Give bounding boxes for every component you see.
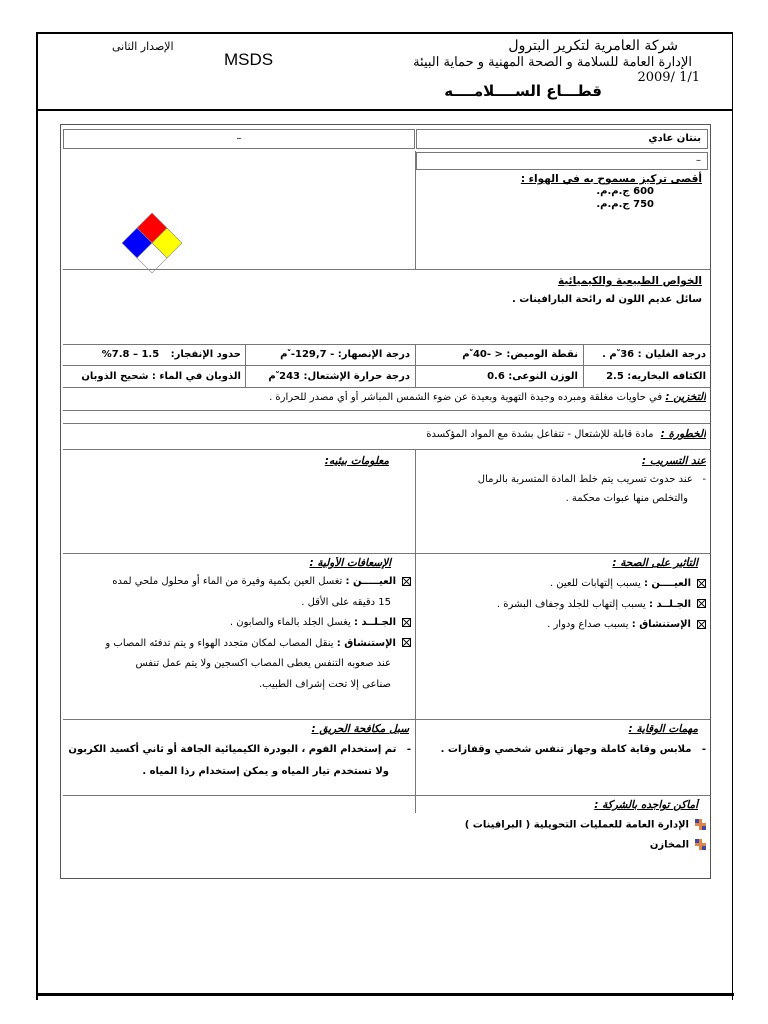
specific-gravity: الوزن النوعى: 0.6 — [487, 371, 578, 382]
checkbox-icon — [697, 579, 706, 588]
leak-title: عند التسريب : — [641, 455, 706, 467]
first-aid-inhale-text-2: عند صعوبه التنفس يعطى المصاب اكسجين ولا يتم عمل تنفس — [135, 658, 391, 670]
checkbox-icon — [402, 577, 411, 586]
nfpa-diamond-icon — [119, 211, 185, 275]
edition-label: الإصدار الثانى — [112, 40, 174, 53]
document-header — [38, 34, 732, 111]
solubility: الذوبان في الماء : شحيح الذوبان — [81, 371, 241, 382]
hazard-label: الخطورة : — [660, 428, 706, 440]
first-aid-inhale-text: ينقل المصاب لمكان متجدد الهواء و يتم تدفئه المصاب و — [105, 637, 334, 649]
hazard-text: مادة قابلة للإشتعال - تتفاعل بشدة مع المواد المؤكسدة — [426, 429, 654, 440]
health-item-eye — [418, 578, 706, 591]
health-skin-label: الجـلــد : — [649, 598, 691, 610]
storage-text: في حاويات مغلقة ومبرده وجيدة التهوية وبعيدة عن ضوء الشمس المباشر أو أي مصدر للحرارة . — [269, 392, 663, 403]
env-info-title: معلومات بيئيه: — [324, 455, 389, 467]
locations-cell — [66, 799, 706, 869]
exposure-value-2: 750 ج.م.م. — [596, 198, 654, 210]
company-name: شركة العامرية لتكرير البترول — [508, 38, 678, 54]
leak-line-2: والتخلص منها عبوات محكمة . — [565, 492, 688, 504]
firefighting-text-1: تم إستخدام الفوم ، البودرة الكيميائية الجافة أو ثاني أكسيد الكربون — [68, 744, 397, 756]
vapor-density: الكثافه البخاريه: 2.5 — [606, 371, 706, 382]
flash-point: نقطة الوميض: < -40 ْم — [462, 349, 578, 360]
formula-cell — [416, 152, 708, 170]
health-effects-cell — [418, 557, 706, 647]
bullet-icon — [695, 839, 706, 850]
location-item — [66, 819, 706, 832]
env-info-cell — [65, 455, 411, 475]
material-name-cell — [416, 129, 708, 149]
protection-cell — [418, 723, 706, 763]
protection-text: ملابس وقاية كاملة وجهاز تنفس شخصي وقفازات . — [440, 744, 692, 756]
dash-right: – — [696, 155, 701, 166]
first-aid-title: الإسعافات الأولية : — [309, 557, 391, 569]
first-aid-eye-label: العيـــــن : — [345, 576, 396, 588]
leak-line-1: - عند حدوث تسريب يتم خلط المادة المتسربة بالرمال — [477, 474, 706, 486]
msds-table — [60, 124, 711, 879]
checkbox-icon — [402, 618, 411, 627]
leak-text-1: عند حدوث تسريب يتم خلط المادة المتسربة بالرمال — [477, 474, 693, 486]
properties-cell — [68, 273, 708, 313]
checkbox-icon — [697, 599, 706, 608]
health-eye-label: العيــــن : — [643, 578, 691, 590]
firefighting-title: سبل مكافحة الحريق : — [311, 723, 409, 735]
checkbox-icon — [402, 638, 411, 647]
locations-title: أماكن تواجده بالشركة : — [594, 799, 698, 811]
location-2: المخازن — [649, 839, 689, 851]
properties-description: سائل عديم اللون له رائحة البارافينات . — [512, 294, 702, 306]
first-aid-eye-text: تغسل العين بكمية وفيرة من الماء أو محلول ملحي لمده — [112, 576, 343, 588]
first-aid-eye-text-2: 15 دقيقه على الأقل . — [301, 596, 391, 608]
properties-title: الخواص الطبيعية والكيميائية — [558, 275, 702, 287]
health-title: التأثير على الصحة : — [612, 557, 698, 569]
exposure-title: أقصى تركيز مسموح به في الهواء : — [520, 173, 702, 185]
explosion-limits — [65, 349, 241, 364]
location-item — [66, 839, 706, 852]
first-aid-inhale-label: الإستنشاق : — [336, 637, 396, 649]
health-item-skin — [418, 599, 706, 612]
melting-point — [250, 349, 410, 364]
dash-left: – — [236, 133, 242, 144]
first-aid-inhale — [65, 638, 411, 651]
explosion-label: حدود الإنفجار: — [170, 349, 241, 360]
explosion-value: 1.5 – 7.8% — [101, 349, 160, 360]
melting-label: درجة الإنصهار: - — [330, 349, 410, 360]
first-aid-skin-text: يغسل الجلد بالماء والصابون . — [229, 617, 351, 629]
firefighting-text-2: ولا تستخدم تيار المياه و يمكن إستخدام رذا المياه . — [142, 765, 389, 777]
doc-type: MSDS — [224, 50, 274, 69]
health-eye-text: يسبب إلتهابات للعين . — [549, 578, 641, 590]
administration-name: الإدارة العامة للسلامة و الصحة المهنية و حماية البيئة — [413, 55, 692, 70]
storage-label: التخزين : — [665, 391, 706, 403]
page-bottom-border — [36, 993, 734, 996]
exposure-cell — [416, 171, 708, 231]
msds-page — [36, 32, 733, 1000]
hazard-row — [66, 428, 706, 444]
material-name: بنتان عادي — [648, 133, 701, 144]
sector-name: قطـــاع الســــلامــــه — [444, 82, 602, 100]
health-skin-text: يسبب إلتهاب للجلد وجفاف البشرة . — [496, 598, 646, 610]
first-aid-eye — [65, 576, 411, 589]
melting-value: 129,7- ْم — [280, 349, 327, 360]
exposure-value-1: 600 ج.م.م. — [596, 186, 654, 198]
blank-cell — [63, 129, 415, 149]
health-item-inhale — [418, 619, 706, 632]
firefighting-line-1: - تم إستخدام الفوم ، البودرة الكيميائية الجافة أو ثاني أكسيد الكربون — [68, 744, 411, 756]
first-aid-skin — [65, 617, 411, 630]
bullet-icon — [695, 819, 706, 830]
protection-line: - ملابس وقاية كاملة وجهاز تنفس شخصي وقفازات . — [440, 744, 706, 756]
issue-date: 2009/ 1/1 — [637, 70, 700, 85]
firefighting-cell — [65, 723, 411, 793]
autoignition-temp: درجة حرارة الإشتعال: 243 ْم — [268, 371, 410, 382]
health-inhale-label: الإستنشاق : — [631, 619, 691, 631]
boiling-point: درجة الغليان : 36 ْم . — [602, 349, 706, 360]
location-1: الإدارة العامة للعمليات التحويلية ( البرافينات ) — [464, 819, 689, 831]
protection-title: مهمات الوقاية : — [628, 723, 698, 735]
checkbox-icon — [697, 620, 706, 629]
first-aid-inhale-text-3: صناعى إلا تحت إشراف الطبيب. — [259, 678, 391, 690]
first-aid-cell — [65, 557, 411, 717]
storage-row — [66, 391, 706, 407]
leak-cell — [418, 455, 706, 525]
first-aid-skin-label: الجـلــد : — [354, 617, 396, 629]
health-inhale-text: يسبب صداع ودوار . — [547, 619, 629, 631]
